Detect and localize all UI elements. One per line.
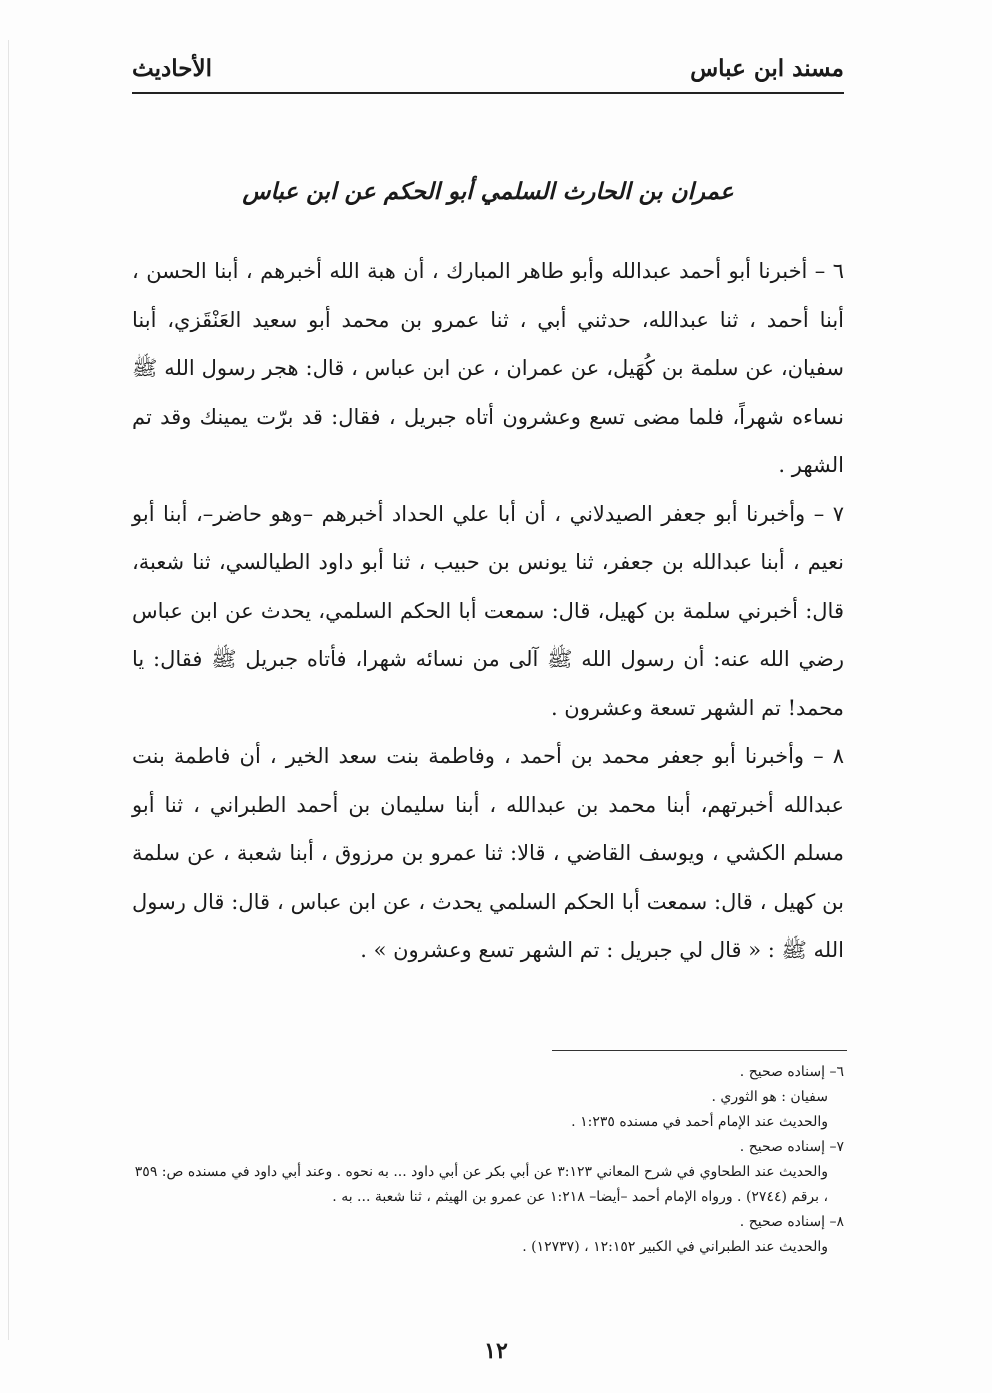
footnotes xyxy=(132,1060,844,1260)
header-rule xyxy=(132,92,844,94)
footnote-line: ٦– إسناده صحيح . xyxy=(739,1064,844,1080)
hadith-6: ٦ – أخبرنا أبو أحمد عبدالله وأبو طاهر المبارك ، أن هبة الله أخبرهم ، أبنا الحسن ، أبنا أحمد ، ثنا عبدالله، حدثني أبي ، ثنا عمرو بن محمد أبو سعيد العَنْقَزي، أبنا سفيان، عن سلمة بن كُهَيل، عن عمران ، عن ابن عباس ، قال: هجر رسول الله ﷺ نساءه شهراً، فلما مضى تسع وعشرون أتاه جبريل ، فقال: قد برّت يمينك وقد تم الشهر . xyxy=(132,259,844,477)
hadith-8: ٨ – وأخبرنا أبو جعفر محمد بن أحمد ، وفاطمة بنت سعد الخير ، أن فاطمة بنت عبدالله أخبرتهم، أبنا محمد بن عبدالله ، أبنا سليمان بن أحمد الطبراني ، ثنا أبو مسلم الكشي ، ويوسف القاضي ، قالا: ثنا عمرو بن مرزوق ، أبنا شعبة ، عن سلمة بن كهيل ، قال: سمعت أبا الحكم السلمي يحدث ، عن ابن عباس ، قال: قال رسول الله ﷺ : « قال لي جبريل : تم الشهر تسع وعشرون » . xyxy=(132,744,844,962)
running-header xyxy=(132,38,844,82)
chapter-title: عمران بن الحارث السلمي أبو الحكم عن ابن عباس xyxy=(242,178,734,205)
footnote-line: والحديث عند الطحاوي في شرح المعاني ٣:١٢٣ عن أبي بكر عن أبي داود ... به نحوه . وعند أبي داود في مسنده ص: ٣٥٩ ، برقم (٢٧٤٤) . ورواه الإمام أحمد –أيضا– ١:٢١٨ عن عمرو بن الهيثم ، ثنا شعبة ... به . xyxy=(134,1164,828,1205)
footnote-line: سفيان : هو الثوري . xyxy=(711,1089,828,1105)
header-section-title: الأحاديث xyxy=(132,55,212,82)
footnote-line: والحديث عند الطبراني في الكبير ١٢:١٥٢ ، (١٢٧٣٧) . xyxy=(522,1239,828,1255)
footnote-line: ٧– إسناده صحيح . xyxy=(739,1139,844,1155)
hadith-body xyxy=(132,247,844,975)
footnote-rule xyxy=(552,1050,847,1051)
scan-edge-mark xyxy=(8,40,9,1340)
page-number: ١٢ xyxy=(484,1338,508,1364)
header-book-title: مسند ابن عباس xyxy=(690,55,844,82)
footnote-line: والحديث عند الإمام أحمد في مسنده ١:٢٣٥ . xyxy=(571,1114,828,1130)
hadith-7: ٧ – وأخبرنا أبو جعفر الصيدلاني ، أن أبا علي الحداد أخبرهم –وهو حاضر–، أبنا أبو نعيم ، أبنا عبدالله بن جعفر، ثنا يونس بن حبيب ، ثنا أبو داود الطيالسي، ثنا شعبة، قال: أخبرني سلمة بن كهيل، قال: سمعت أبا الحكم السلمي، يحدث عن ابن عباس رضي الله عنه: أن رسول الله ﷺ آلى من نسائه شهرا، فأتاه جبريل ﷺ فقال: يا محمد! تم الشهر تسعة وعشرون . xyxy=(132,501,844,720)
footnote-line: ٨– إسناده صحيح . xyxy=(739,1214,844,1230)
